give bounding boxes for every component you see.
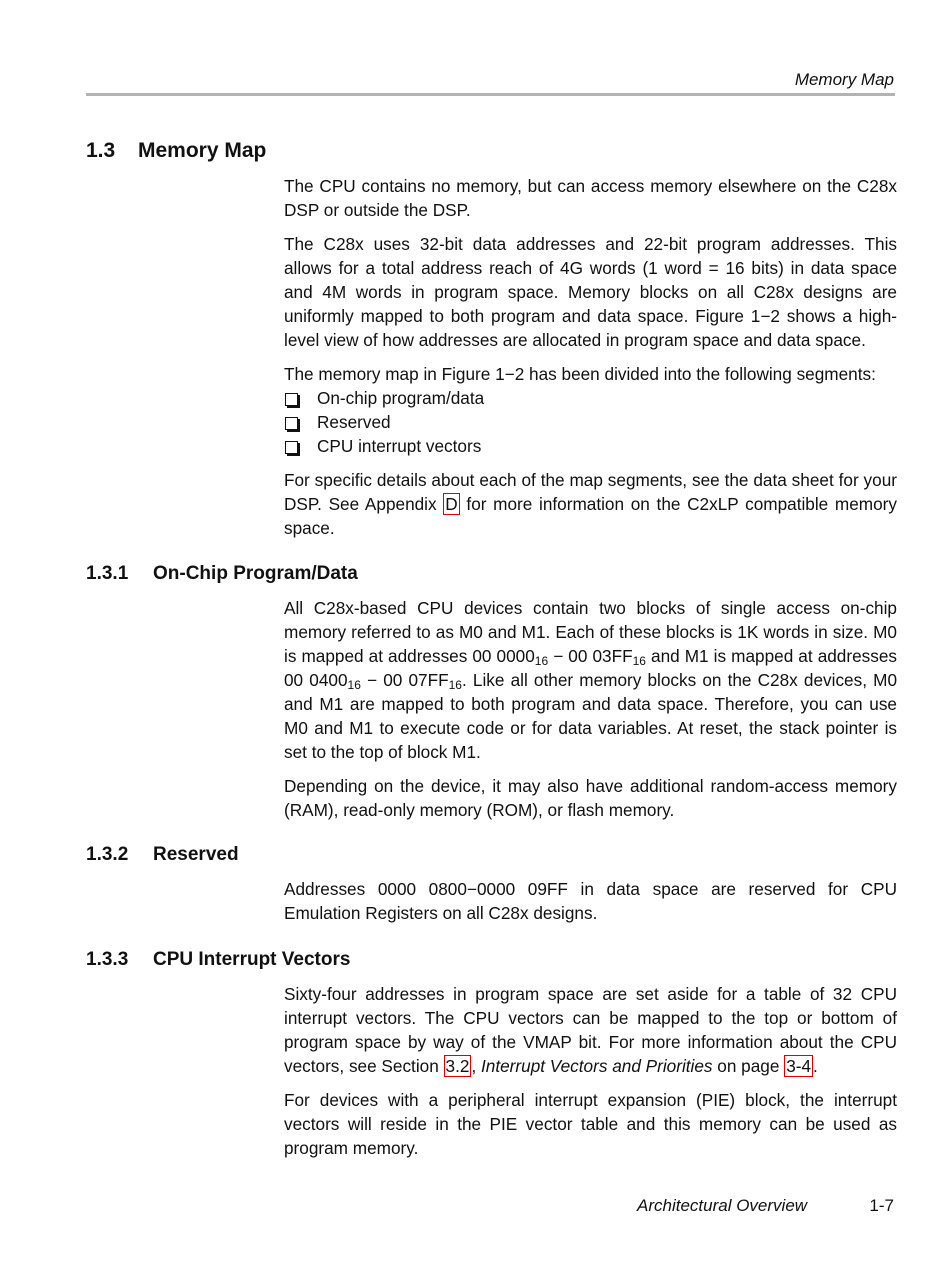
paragraph: The memory map in Figure 1−2 has been divided into the following segments: xyxy=(284,364,876,384)
paragraph: For specific details about each of the map segments, see the data sheet for your DSP. See Appendix D for more information on the C2xLP compatible memory space. xyxy=(284,470,897,538)
section-title: On-Chip Program/Data xyxy=(153,563,358,584)
list-item: On-chip program/data xyxy=(284,386,897,410)
appendix-d-link[interactable]: D xyxy=(445,494,458,514)
section-number: 1.3.1 xyxy=(86,563,129,584)
list-item: CPU interrupt vectors xyxy=(284,434,897,458)
section-heading-1-3-1 xyxy=(86,561,358,587)
section-heading-1-3-3 xyxy=(86,947,350,973)
segment-list xyxy=(284,386,897,458)
checkbox-bullet-icon xyxy=(285,441,298,454)
section-heading-1-3-2 xyxy=(86,842,239,868)
section-number: 1.3 xyxy=(86,139,116,162)
running-header-title: Memory Map xyxy=(794,70,894,89)
section-number: 1.3.3 xyxy=(86,949,129,970)
section-3-2-link[interactable]: 3.2 xyxy=(445,1056,470,1076)
paragraph: All C28x-based CPU devices contain two blocks of single access on-chip memory referred to as M0 and M1. Each of these blocks is 1K words in size. M0 is mapped at addresses 00 $0000_{16} - 00$ $03FF_{16}$ and M1 is mapped at addresses 00 $0400_{16} - 00$ $07FF_{16}$. Like all other memory blocks on the C28x devices, M0 and M1 are mapped to both program and data space. Therefore, you can use M0 and M1 to execute code or for data variables. At reset, the stack pointer is set to the top of block M1. xyxy=(284,598,897,762)
paragraph: For devices with a peripheral interrupt expansion (PIE) block, the interrupt vectors will reside in the PIE vector table and this memory can be used as program memory. xyxy=(284,1090,897,1158)
section-1-3-2-body xyxy=(284,877,897,935)
section-title: CPU Interrupt Vectors xyxy=(153,949,351,970)
paragraph: The CPU contains no memory, but can access memory elsewhere on the C28x DSP or outside the DSP. xyxy=(284,176,897,220)
page-3-4-link[interactable]: 3-4 xyxy=(786,1056,812,1076)
checkbox-bullet-icon xyxy=(285,417,298,430)
header-rule xyxy=(86,93,895,96)
section-title: Reserved xyxy=(153,844,239,865)
paragraph: Depending on the device, it may also have additional random-access memory (RAM), read-only memory (ROM), or flash memory. xyxy=(284,776,897,820)
section-1-3-1-body xyxy=(284,596,897,832)
section-title: Memory Map xyxy=(138,139,267,162)
checkbox-bullet-icon xyxy=(285,393,298,406)
paragraph: Addresses 0000 0800−0000 09FF in data space are reserved for CPU Emulation Registers on all C28x designs. xyxy=(284,879,897,923)
section-1-3-3-body xyxy=(284,982,897,1170)
paragraph: Sixty-four addresses in program space are set aside for a table of 32 CPU interrupt vectors. The CPU vectors can be mapped to the top or bottom of program space by way of the VMAP bit. For more information about the CPU vectors, see Section 3.2 , Interrupt Vectors and Priorities on page 3-4 . xyxy=(284,984,897,1076)
section-heading-1-3 xyxy=(86,137,266,165)
list-item: Reserved xyxy=(284,410,897,434)
footer-page-number: 1-7 xyxy=(869,1196,894,1215)
paragraph: The C28x uses 32-bit data addresses and 22-bit program addresses. This allows for a total address reach of 4G words (1 word = 16 bits) in data space and 4M words in program space. Memory blocks on all C28x designs are uniformly mapped to both program and data space. Figure 1−2 shows a high-level view of how addresses are allocated in program space and data space. xyxy=(284,234,897,350)
footer-chapter-title: Architectural Overview xyxy=(637,1196,808,1215)
section-number: 1.3.2 xyxy=(86,844,129,865)
section-1-3-body xyxy=(284,174,897,550)
